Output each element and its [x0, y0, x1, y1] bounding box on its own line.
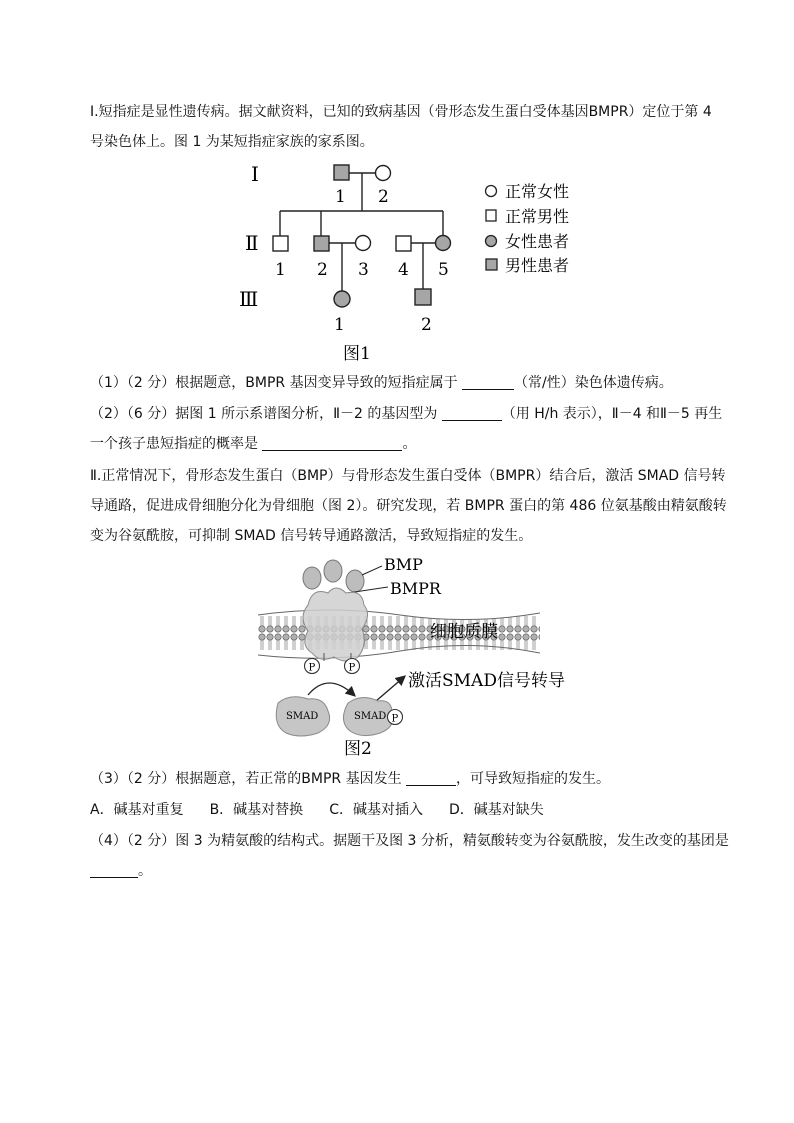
bmpr-receptor — [303, 588, 368, 661]
generation-label-1: Ⅰ — [251, 162, 259, 186]
gen2-male-2 — [314, 236, 329, 251]
q2-text-middle: （用 H/h 表示），Ⅱ－4 和Ⅱ－5 再生一个孩子患短指症的概率是 — [90, 406, 723, 452]
bmp-ligand-3 — [346, 570, 364, 592]
gen1-female-2 — [376, 166, 391, 181]
gen1-label-1: 1 — [335, 187, 346, 207]
figure2-caption: 图2 — [344, 739, 372, 759]
q4-answer-blank[interactable] — [90, 861, 138, 878]
phosphate-label: P — [348, 662, 356, 674]
legend-affected-female-icon — [486, 236, 497, 247]
q4-text-end: 。 — [138, 863, 152, 879]
bmp-ligand-1 — [303, 567, 321, 589]
legend-affected-male: 男性患者 — [505, 256, 570, 275]
phosphate-label: P — [308, 662, 316, 674]
gen1-male-1 — [334, 165, 349, 180]
activate-smad-label: 激活SMAD信号转导 — [408, 671, 565, 691]
pedigree-figure — [235, 158, 595, 368]
q3-options — [90, 795, 730, 825]
q2-genotype-blank[interactable] — [442, 404, 502, 421]
gen2-label-3: 3 — [358, 260, 369, 280]
legend-normal-female: 正常女性 — [505, 182, 570, 201]
gen2-label-1: 1 — [275, 260, 286, 280]
signal-pathway-figure — [250, 553, 570, 760]
gen2-male-1 — [273, 236, 288, 251]
q2-text: （2）（6 分）据图 1 所示系谱图分析，Ⅱ－2 的基因型为 — [90, 406, 442, 422]
q2-probability-blank[interactable] — [262, 434, 402, 451]
gen2-label-2: 2 — [317, 260, 328, 280]
gen2-female-5 — [436, 236, 451, 251]
gen2-female-3 — [356, 236, 371, 251]
legend-affected-female: 女性患者 — [505, 232, 570, 251]
q3-option-b[interactable]: B．碱基对替换 — [209, 802, 304, 818]
section1-intro: Ⅰ.短指症是显性遗传病。据文献资料，已知的致病基因（骨形态发生蛋白受体基因BMPR）定位于第 4 号染色体上。图 1 为某短指症家族的家系图。 — [90, 104, 712, 150]
q3-text-end: ，可导致短指症的发生。 — [456, 771, 611, 787]
membrane-label: 细胞质膜 — [430, 622, 498, 642]
bmpr-label: BMPR — [390, 579, 441, 598]
q3-option-a[interactable]: A．碱基对重复 — [90, 802, 184, 818]
phosphate-label: P — [391, 713, 399, 725]
smad-label-inactive: SMAD — [286, 711, 319, 722]
legend-normal-female-icon — [486, 186, 497, 197]
gen2-label-5: 5 — [438, 260, 449, 280]
q3-option-c[interactable]: C．碱基对插入 — [329, 802, 423, 818]
legend-normal-male-icon — [486, 210, 496, 221]
gen3-male-2 — [415, 289, 431, 305]
smad-label-active: SMAD — [354, 711, 387, 722]
question-2 — [90, 399, 730, 459]
legend-affected-male-icon — [486, 259, 497, 270]
q2-text-end: 。 — [402, 436, 417, 452]
q4-text: （4）（2 分）图 3 为精氨酸的结构式。据题干及图 3 分析，精氨酸转变为谷氨酰胺，发生改变的基团是 — [90, 833, 729, 849]
gen3-label-2: 2 — [421, 315, 432, 335]
generation-label-3: Ⅲ — [239, 287, 259, 311]
gen2-male-4 — [396, 236, 411, 251]
q1-answer-blank[interactable] — [462, 373, 514, 390]
q3-option-d[interactable]: D．碱基对缺失 — [448, 802, 544, 818]
bmp-ligand-2 — [324, 560, 342, 582]
question-4 — [90, 826, 730, 886]
figure1-caption: 图1 — [343, 344, 371, 364]
section2-intro: Ⅱ.正常情况下，骨形态发生蛋白（BMP）与骨形态发生蛋白受体（BMPR）结合后，激活 SMAD 信号转导通路，促进成骨细胞分化为骨细胞（图 2）。研究发现，若 BMPR 蛋白的第 486 位氨基酸由精氨酸转变为谷氨酰胺，可抑制 SMAD 信号转导通路激活，导致短指症的发生。 — [90, 468, 727, 544]
legend-normal-male: 正常男性 — [505, 207, 570, 226]
q1-text-end: （常/性）染色体遗传病。 — [514, 375, 673, 391]
gen1-label-2: 2 — [378, 187, 389, 207]
question-3 — [90, 764, 730, 794]
q1-text: （1）（2 分）根据题意，BMPR 基因变异导致的短指症属于 — [90, 375, 463, 391]
generation-label-2: Ⅱ — [245, 231, 259, 255]
gen2-label-4: 4 — [398, 260, 409, 280]
gen3-female-1 — [334, 291, 350, 307]
gen3-label-1: 1 — [334, 315, 345, 335]
q3-answer-blank[interactable] — [406, 769, 456, 786]
bmp-label: BMP — [384, 555, 423, 574]
q3-text: （3）（2 分）根据题意，若正常的BMPR 基因发生 — [90, 771, 407, 787]
question-1 — [90, 368, 730, 398]
